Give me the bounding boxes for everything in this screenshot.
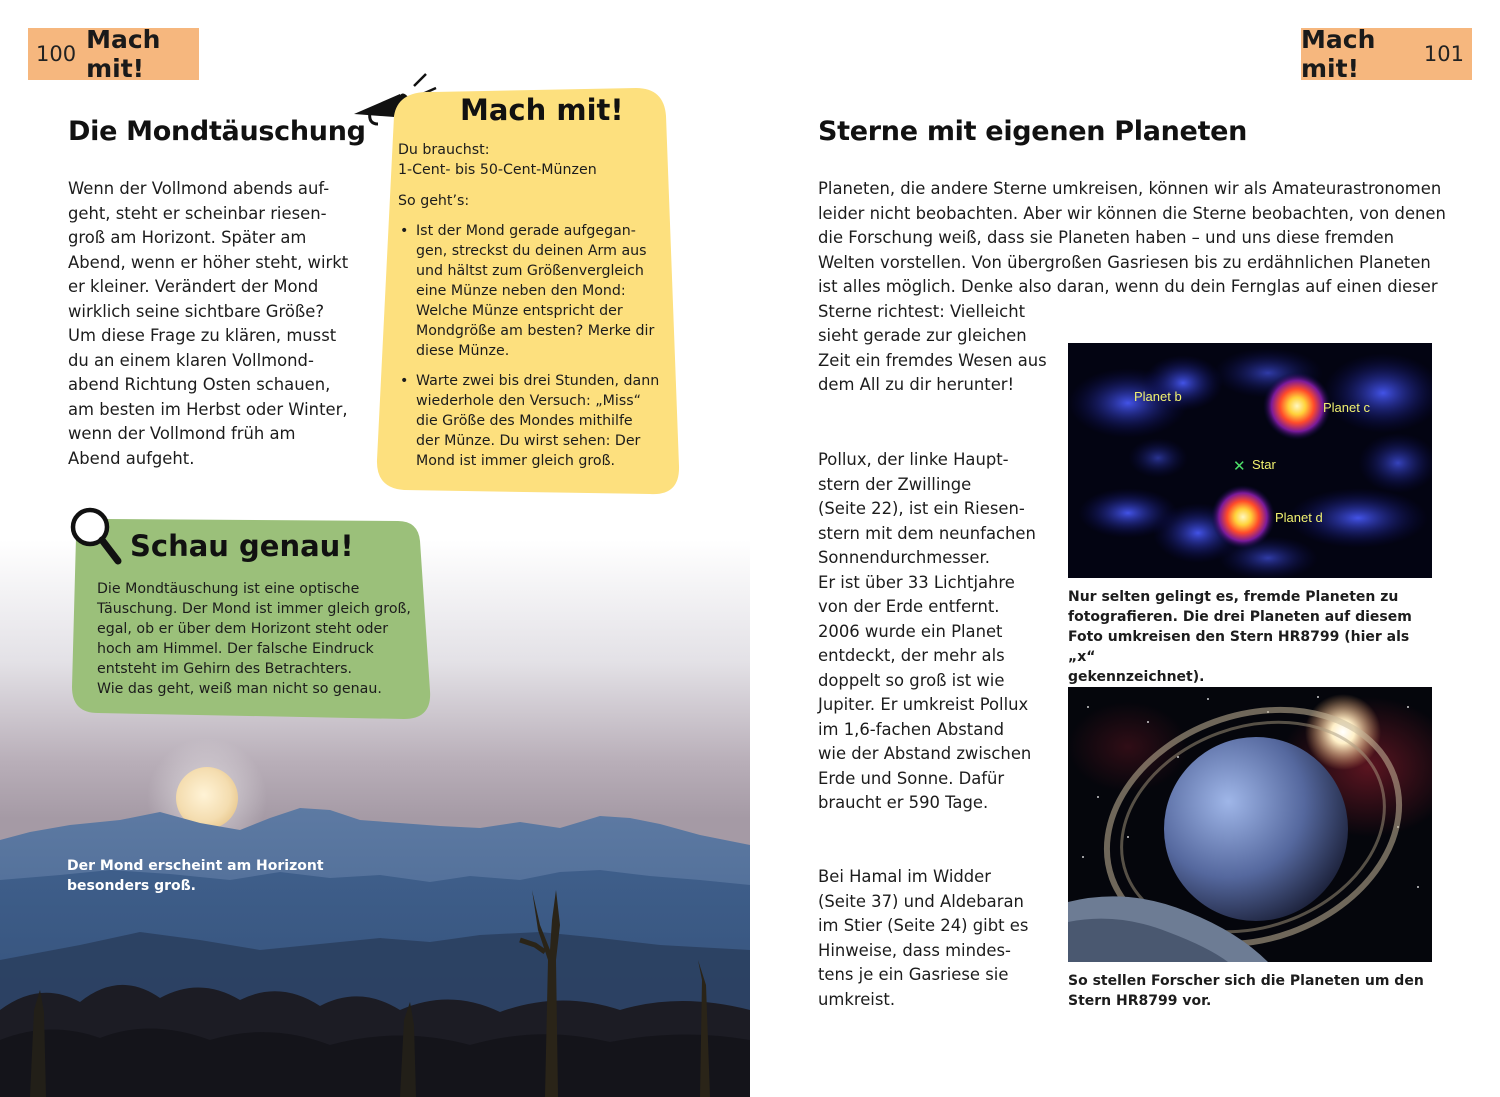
artwork-caption: So stellen Forscher sich die Planeten um den Stern HR8799 vor.	[1068, 973, 1424, 1009]
text-line: Abend aufgeht.	[68, 448, 195, 468]
pollux-paragraph: Pollux, der linke Haupt- stern der Zwillinge (Seite 22), ist ein Riesen- stern mit dem neunfachen Sonnendurchmesser. Er ist über 33 Lichtjahre von der Erde entfernt. 2006 wurde ein Planet entdeckt, der mehr als doppelt so groß ist wie Jupiter. Er umkreist Pollux im 1,6-fachen Abstand wie der Abstand zwischen Erde und Sonne. Dafür braucht er 590 Tage.	[818, 450, 1036, 812]
text-line: er kleiner. Verändert der Mond	[68, 277, 319, 296]
text-line: Abend, wenn er höher steht, wirkt	[68, 252, 349, 272]
text-line: Um diese Frage zu klären, musst	[68, 326, 337, 345]
planet-c-blob	[1263, 372, 1331, 440]
tab-label: Mach mit!	[86, 25, 161, 83]
page-heading: Die Mondtäuschung	[68, 116, 366, 147]
text-line: groß am Horizont. Später am	[68, 228, 307, 247]
steps-list	[398, 221, 670, 481]
text-line: am besten im Herbst oder Winter,	[68, 399, 348, 419]
text-line: geht, steht er scheinbar riesen-	[68, 203, 327, 223]
star-label: Star	[1252, 457, 1276, 472]
how-label: So geht’s:	[398, 193, 470, 209]
look-box-text: Die Mondtäuschung ist eine optische Täuschung. Der Mond ist immer gleich groß, egal, ob er über dem Horizont steht oder hoch am Himmel. Der falsche Eindruck entsteht im Gehirn des Betrachters. Wie das geht, weiß man nicht so genau.	[97, 581, 411, 697]
planet-d-label: Planet d	[1275, 510, 1323, 525]
needs-value: 1-Cent- bis 50-Cent-Münzen	[398, 162, 597, 178]
page-tab	[1301, 25, 1472, 83]
intro-paragraph: Planeten, die andere Sterne umkreisen, können wir als Amateurastronomen leider nicht beobachten. Aber wir können die Sterne beobachten, von denen die Forschung weiß, dass sie Planeten haben – und uns diese fremden Welten vorstellen. Von übergroßen Gasriesen bis zu erdähnlichen Planeten ist alles möglich. Denke also daran, wenn du dein Fernglas auf einen dieser Sterne richtest: Vielleicht sieht gerade zur gleichen Zeit ein fremdes Wesen aus dem All zu dir herunter!	[818, 179, 1446, 394]
needs-block	[398, 140, 668, 180]
magnifier-icon	[68, 505, 124, 567]
text-line: du an einem klaren Vollmond-	[68, 350, 314, 370]
look-box-title: Schau genau!	[130, 529, 354, 563]
text-line: wirklich seine sichtbare Größe?	[68, 301, 325, 321]
page-heading: Sterne mit eigenen Planeten	[818, 116, 1248, 147]
right-page	[750, 0, 1500, 1097]
activity-box	[374, 88, 680, 496]
planet-detection-photo	[1068, 343, 1432, 578]
page-tab	[28, 25, 199, 83]
tab-label: Mach mit!	[1301, 25, 1376, 83]
photo-caption: Der Mond erscheint am Horizont besonders groß.	[67, 858, 324, 894]
text-line: Wenn der Vollmond abends auf-	[68, 179, 330, 198]
list-item: • Warte zwei bis drei Stunden, dann wiederhole den Versuch: „Miss“ die Größe des Mondes mithilfe der Münze. Du wirst sehen: Der Mond ist immer gleich groß.	[398, 371, 670, 471]
intro-paragraph	[68, 177, 358, 471]
activity-box-title: Mach mit!	[460, 93, 624, 127]
planet-photo-caption: Nur selten gelingt es, fremde Planeten zu fotografieren. Die drei Planeten auf diesem Foto umkreisen den Stern HR8799 (hier als „x“ gekennzeichnet).	[1068, 589, 1412, 685]
planet-b-label: Planet b	[1134, 389, 1182, 404]
planet-d-blob	[1211, 485, 1275, 549]
planet-c-label: Planet c	[1323, 400, 1370, 415]
text-line: wenn der Vollmond früh am	[68, 424, 296, 443]
star-mark-icon: ✕	[1233, 458, 1246, 475]
text-line: abend Richtung Osten schauen,	[68, 375, 331, 394]
hamal-paragraph: Bei Hamal im Widder (Seite 37) und Aldebaran im Stier (Seite 24) gibt es Hinweise, dass mindes- tens je ein Gasriese sie umkreist.	[818, 867, 1029, 1009]
needs-label: Du brauchst:	[398, 142, 490, 158]
page-number: 101	[1423, 42, 1464, 66]
planet-artwork	[1068, 687, 1432, 962]
list-item: • Ist der Mond gerade aufgegan- gen, streckst du deinen Arm aus und hältst zum Größenvergleich eine Münze neben den Mond: Welche Münze entspricht der Mondgröße am besten? Merke dir diese Münze.	[398, 221, 670, 361]
page-number: 100	[36, 42, 77, 66]
